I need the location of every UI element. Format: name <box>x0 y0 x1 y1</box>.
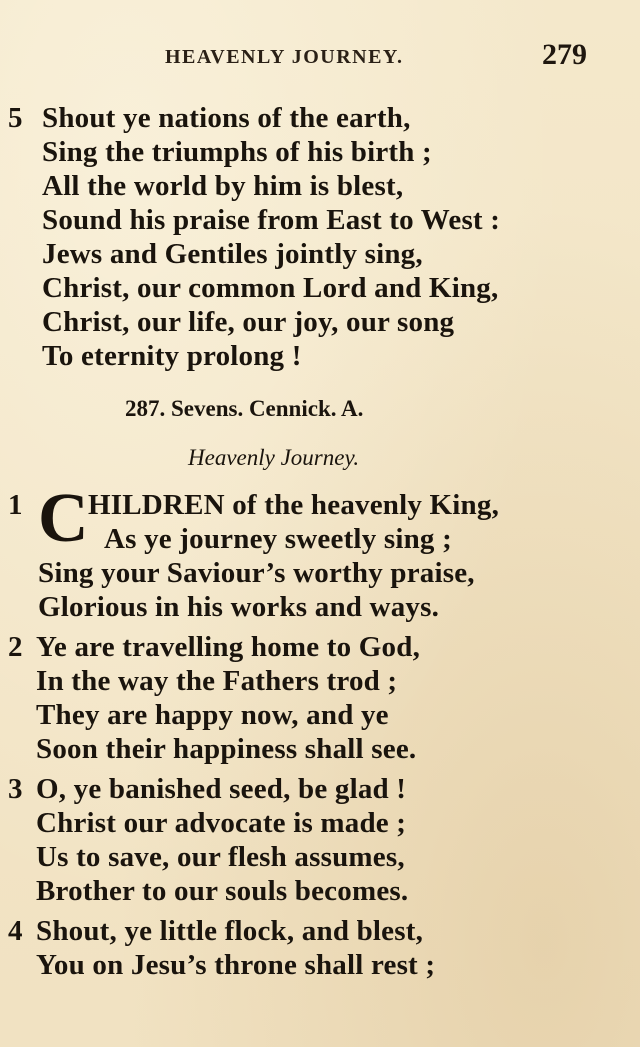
verse-line: In the way the Fathers trod ; <box>36 665 398 697</box>
verse-line: O, ye banished seed, be glad ! <box>36 773 407 805</box>
verse-line: You on Jesu’s throne shall rest ; <box>36 949 436 981</box>
verse-number: 5 <box>8 102 23 134</box>
running-head <box>0 38 640 78</box>
verse-line-first-rest: HILDREN of the heavenly King, <box>88 489 500 521</box>
verse-line: Soon their happiness shall see. <box>36 733 417 765</box>
verse-number: 1 <box>8 489 23 521</box>
verse-line: Sing the triumphs of his birth ; <box>42 136 432 168</box>
page-number: 279 <box>542 38 587 71</box>
verse-line: Christ our advocate is made ; <box>36 807 407 839</box>
verse-line: Shout ye nations of the earth, <box>42 102 411 134</box>
verse-line: Sing your Saviour’s worthy praise, <box>38 557 475 589</box>
verse-line: Sound his praise from East to West : <box>42 204 501 236</box>
verse-number: 3 <box>8 773 23 805</box>
verse-line: All the world by him is blest, <box>42 170 404 202</box>
verse-line: To eternity prolong ! <box>42 340 302 372</box>
verse-line: They are happy now, and ye <box>36 699 389 731</box>
hymn-heading: 287. Sevens. Cennick. A. <box>125 396 364 421</box>
drop-capital: C <box>38 480 89 557</box>
running-title: HEAVENLY JOURNEY. <box>165 46 404 68</box>
verse-line: As ye journey sweetly sing ; <box>104 523 452 555</box>
hymn-subtitle: Heavenly Journey. <box>188 445 360 470</box>
verse-line: Christ, our life, our joy, our song <box>42 306 455 338</box>
verse-line: Us to save, our flesh assumes, <box>36 841 405 873</box>
verse-line: Jews and Gentiles jointly sing, <box>42 238 423 270</box>
verse-number: 4 <box>8 915 23 947</box>
verse-number: 2 <box>8 631 23 663</box>
verse-line: Christ, our common Lord and King, <box>42 272 499 304</box>
verse-line: Glorious in his works and ways. <box>38 591 440 623</box>
verse-line: Shout, ye little flock, and blest, <box>36 915 424 947</box>
verse-line: Brother to our souls becomes. <box>36 875 409 907</box>
verse-line: Ye are travelling home to God, <box>36 631 421 663</box>
